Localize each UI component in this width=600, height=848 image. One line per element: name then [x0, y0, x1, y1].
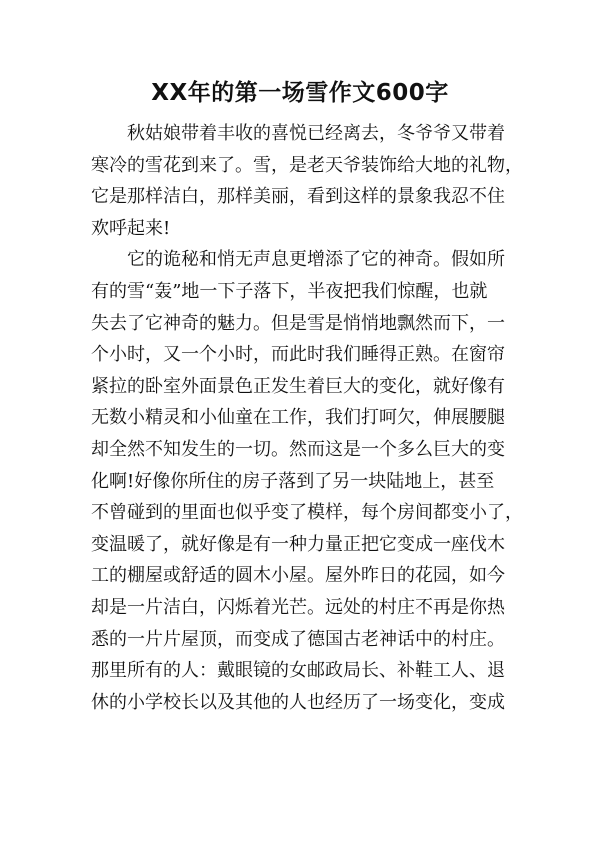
paragraph-line: 却全然不知发生的一切。然而这是一个多么巨大的变: [91, 438, 505, 460]
paragraph-line: 失去了它神奇的魅力。但是雪是悄悄地飘然而下，一: [91, 312, 505, 334]
paragraph-line: 欢呼起来!: [91, 217, 171, 239]
paragraph-line: 它是那样洁白，那样美丽，看到这样的景象我忍不住: [91, 186, 505, 208]
paragraph-line: 有的雪“轰”地一下子落下，半夜把我们惊醒，也就: [91, 280, 488, 302]
paragraph-line: 无数小精灵和小仙童在工作，我们打呵欠，伸展腰腿: [91, 407, 505, 429]
document-title: XX年的第一场雪作文600字: [151, 80, 449, 106]
paragraph-line: 休的小学校长以及其他的人也经历了一场变化，变成: [91, 691, 505, 713]
paragraph-line: 却是一片洁白，闪烁着光芒。远处的村庄不再是你热: [91, 596, 505, 618]
paragraph-1: [91, 118, 521, 244]
paragraph-line: 紧拉的卧室外面景色正发生着巨大的变化，就好像有: [91, 375, 505, 397]
paragraph-line: 那里所有的人：戴眼镜的女邮政局长、补鞋工人、退: [91, 660, 505, 682]
paragraph-line: 化啊!好像你所住的房子落到了另一块陆地上，甚至: [91, 470, 495, 492]
paragraph-line: 寒冷的雪花到来了。雪，是老天爷装饰给大地的礼物，: [91, 154, 523, 176]
paragraph-line: 不曾碰到的里面也似乎变了模样，每个房间都变小了，: [91, 502, 523, 524]
paragraph-line: 工的棚屋或舒适的圆木小屋。屋外昨日的花园，如今: [91, 565, 505, 587]
paragraph-2: [91, 244, 521, 718]
paragraph-line: 秋姑娘带着丰收的喜悦已经离去，冬爷爷又带着: [127, 123, 505, 144]
paragraph-line: 它的诡秘和悄无声息更增添了它的神奇。假如所: [127, 249, 505, 271]
paragraph-line: 悉的一片片屋顶，而变成了德国古老神话中的村庄。: [91, 628, 505, 650]
paragraph-line: 个小时，又一个小时，而此时我们睡得正熟。在窗帘: [91, 344, 505, 366]
paragraph-line: 变温暖了，就好像是有一种力量正把它变成一座伐木: [91, 533, 505, 555]
document-body: [91, 118, 521, 718]
